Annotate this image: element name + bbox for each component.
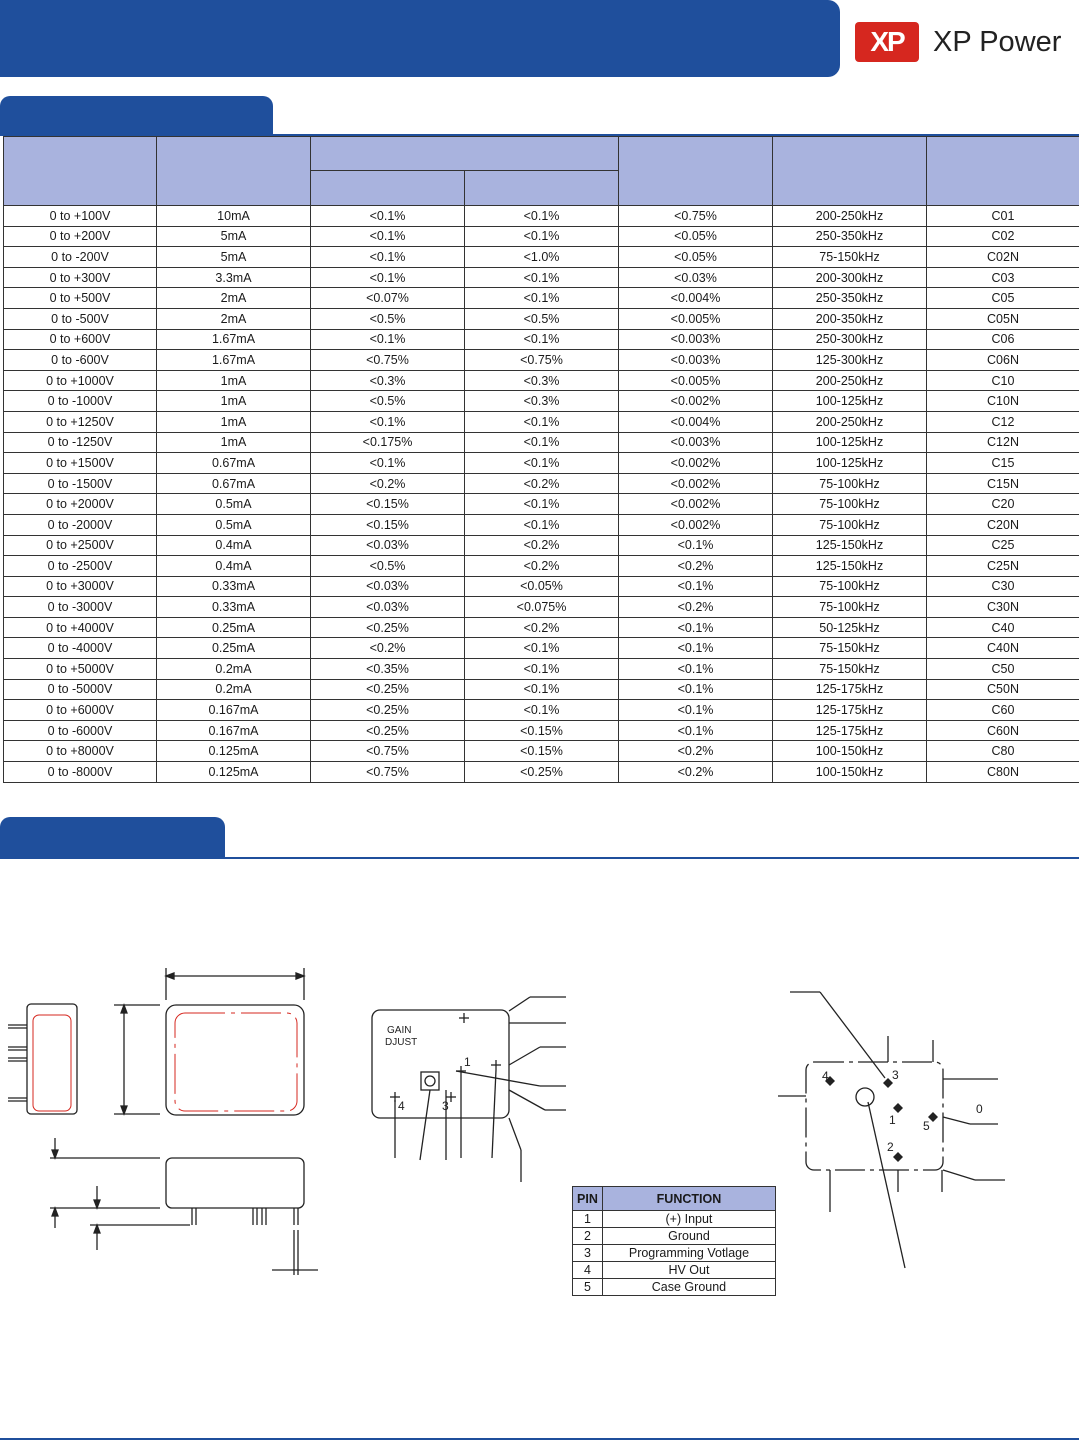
table-cell: <0.1% — [465, 329, 619, 350]
table-cell: <0.03% — [619, 267, 773, 288]
table-cell: 0 to -500V — [4, 308, 157, 329]
table-cell: 0.5mA — [157, 494, 311, 515]
table-cell: 0 to +500V — [4, 288, 157, 309]
table-cell: <0.1% — [465, 288, 619, 309]
table-cell: 75-150kHz — [773, 659, 927, 680]
table-cell: <0.1% — [311, 411, 465, 432]
table-cell: <0.1% — [311, 329, 465, 350]
table-row — [4, 762, 1079, 783]
table-cell: C05N — [927, 308, 1079, 329]
table-cell: <0.15% — [311, 494, 465, 515]
top-view-outline — [175, 1013, 297, 1111]
table-cell: <1.0% — [465, 247, 619, 268]
table-cell: 0 to +2000V — [4, 494, 157, 515]
table-row — [4, 473, 1079, 494]
table-cell: 0 to -200V — [4, 247, 157, 268]
table-cell: 0.67mA — [157, 453, 311, 474]
table-cell: <0.003% — [619, 329, 773, 350]
pin-2-marker — [893, 1152, 903, 1162]
xp-power-logo — [855, 22, 1061, 62]
table-cell: <0.003% — [619, 350, 773, 371]
table-row — [4, 267, 1079, 288]
table-cell: 200-250kHz — [773, 206, 927, 227]
table-cell: 0 to -6000V — [4, 720, 157, 741]
table-cell: <0.2% — [619, 741, 773, 762]
side-view-body — [27, 1004, 77, 1114]
table-cell: <0.5% — [465, 308, 619, 329]
table-cell: <0.15% — [465, 741, 619, 762]
table-cell: 0 to -4000V — [4, 638, 157, 659]
table-cell: C50 — [927, 659, 1079, 680]
table-cell: 75-150kHz — [773, 638, 927, 659]
table-cell: <0.75% — [619, 206, 773, 227]
table-cell: <0.03% — [311, 535, 465, 556]
pin-number: 5 — [573, 1279, 603, 1296]
table-cell: 75-100kHz — [773, 576, 927, 597]
table-cell: <0.75% — [465, 350, 619, 371]
right-zero-label: 0 — [976, 1102, 983, 1116]
table-cell: <0.2% — [465, 473, 619, 494]
table-cell: <0.15% — [311, 514, 465, 535]
table-cell: C50N — [927, 679, 1079, 700]
table-cell: 0 to -5000V — [4, 679, 157, 700]
top-banner — [0, 0, 840, 77]
table-cell: <0.002% — [619, 494, 773, 515]
table-cell: 2mA — [157, 288, 311, 309]
models-section-tab — [0, 96, 273, 136]
table-cell: <0.5% — [311, 391, 465, 412]
table-cell: 0 to +1000V — [4, 370, 157, 391]
table-cell: 0 to -8000V — [4, 762, 157, 783]
table-cell: <0.1% — [465, 432, 619, 453]
table-cell: 2mA — [157, 308, 311, 329]
table-cell: 0 to +1500V — [4, 453, 157, 474]
table-cell: <0.3% — [311, 370, 465, 391]
table-cell: <0.05% — [619, 226, 773, 247]
table-cell: 125-175kHz — [773, 700, 927, 721]
table-cell: C80N — [927, 762, 1079, 783]
table-cell: <0.1% — [311, 453, 465, 474]
function-header: FUNCTION — [602, 1187, 775, 1211]
table-cell: C06 — [927, 329, 1079, 350]
table-cell: 100-150kHz — [773, 762, 927, 783]
table-cell: C40N — [927, 638, 1079, 659]
gain-label-1: GAIN — [387, 1025, 412, 1036]
table-cell: 125-175kHz — [773, 679, 927, 700]
table-cell: <0.35% — [311, 659, 465, 680]
table-cell: 125-150kHz — [773, 556, 927, 577]
table-cell: 1mA — [157, 391, 311, 412]
table-cell: 0 to +300V — [4, 267, 157, 288]
pin-function: Case Ground — [602, 1279, 775, 1296]
table-cell: <0.03% — [311, 597, 465, 618]
table-cell: C06N — [927, 350, 1079, 371]
table-cell: 0.33mA — [157, 576, 311, 597]
header-cell — [311, 171, 465, 206]
table-cell: 200-250kHz — [773, 411, 927, 432]
right-pin-3-label: 3 — [892, 1068, 899, 1082]
table-cell: <0.005% — [619, 370, 773, 391]
table-cell: <0.75% — [311, 741, 465, 762]
pin-number: 3 — [573, 1245, 603, 1262]
table-cell: <0.005% — [619, 308, 773, 329]
pin-header: PIN — [573, 1187, 603, 1211]
table-cell: <0.1% — [465, 267, 619, 288]
table-cell: <0.25% — [465, 762, 619, 783]
table-cell: C02N — [927, 247, 1079, 268]
table-cell: 250-350kHz — [773, 226, 927, 247]
table-cell: 75-100kHz — [773, 473, 927, 494]
table-cell: C02 — [927, 226, 1079, 247]
table-cell: <0.1% — [311, 206, 465, 227]
pin-row — [573, 1262, 776, 1279]
models-table — [3, 136, 1079, 783]
table-cell: <0.1% — [465, 453, 619, 474]
table-cell: <0.003% — [619, 432, 773, 453]
table-row — [4, 514, 1079, 535]
table-row — [4, 206, 1079, 227]
table-cell: 0 to +6000V — [4, 700, 157, 721]
table-cell: <0.3% — [465, 370, 619, 391]
table-cell: <0.1% — [311, 226, 465, 247]
table-row — [4, 453, 1079, 474]
pin-function: Programming Votlage — [602, 1245, 775, 1262]
table-cell: <0.002% — [619, 514, 773, 535]
front-view-body — [166, 1158, 304, 1208]
table-cell: <0.1% — [465, 206, 619, 227]
table-cell: 0 to +1250V — [4, 411, 157, 432]
table-cell: C20 — [927, 494, 1079, 515]
table-cell: <0.1% — [465, 226, 619, 247]
table-cell: C60N — [927, 720, 1079, 741]
table-cell: 1.67mA — [157, 329, 311, 350]
table-cell: C10 — [927, 370, 1079, 391]
table-cell: 125-300kHz — [773, 350, 927, 371]
table-cell: <0.1% — [619, 700, 773, 721]
table-cell: C03 — [927, 267, 1079, 288]
table-cell: <0.3% — [465, 391, 619, 412]
table-cell: <0.1% — [311, 267, 465, 288]
table-cell: C12N — [927, 432, 1079, 453]
right-pin-5-label: 5 — [923, 1119, 930, 1133]
table-row — [4, 617, 1079, 638]
header-cell — [465, 171, 619, 206]
table-cell: 0.67mA — [157, 473, 311, 494]
table-cell: 0.33mA — [157, 597, 311, 618]
table-cell: 100-125kHz — [773, 453, 927, 474]
table-cell: 1.67mA — [157, 350, 311, 371]
table-cell: 3.3mA — [157, 267, 311, 288]
table-cell: <0.1% — [311, 247, 465, 268]
table-cell: <0.05% — [619, 247, 773, 268]
table-cell: 0.25mA — [157, 617, 311, 638]
table-cell: <0.03% — [311, 576, 465, 597]
table-cell: 0.125mA — [157, 741, 311, 762]
table-cell: <0.15% — [465, 720, 619, 741]
table-row — [4, 700, 1079, 721]
table-cell: 0 to -1250V — [4, 432, 157, 453]
table-cell: C60 — [927, 700, 1079, 721]
table-cell: <0.1% — [465, 514, 619, 535]
pin-row — [573, 1245, 776, 1262]
table-cell: 0 to +2500V — [4, 535, 157, 556]
table-cell: 0 to -3000V — [4, 597, 157, 618]
table-row — [4, 597, 1079, 618]
table-cell: 75-100kHz — [773, 597, 927, 618]
table-cell: C25 — [927, 535, 1079, 556]
gain-label-2: DJUST — [385, 1037, 418, 1048]
table-cell: <0.1% — [465, 411, 619, 432]
table-cell: <0.1% — [465, 679, 619, 700]
table-cell: <0.2% — [619, 762, 773, 783]
table-cell: 100-125kHz — [773, 432, 927, 453]
table-cell: C30N — [927, 597, 1079, 618]
pin-function: HV Out — [602, 1262, 775, 1279]
side-view-outline — [33, 1015, 71, 1111]
table-cell: 250-300kHz — [773, 329, 927, 350]
table-cell: <0.2% — [311, 638, 465, 659]
table-cell: 10mA — [157, 206, 311, 227]
table-cell: <0.25% — [311, 700, 465, 721]
table-cell: 1mA — [157, 370, 311, 391]
table-cell: <0.25% — [311, 617, 465, 638]
table-cell: C80 — [927, 741, 1079, 762]
table-cell: <0.1% — [619, 679, 773, 700]
table-cell: 0 to -600V — [4, 350, 157, 371]
header-cell — [4, 137, 157, 206]
table-cell: <0.1% — [619, 638, 773, 659]
table-cell: 0.167mA — [157, 700, 311, 721]
table-cell: C12 — [927, 411, 1079, 432]
right-pin-2-label: 2 — [887, 1140, 894, 1154]
table-row — [4, 288, 1079, 309]
table-cell: <0.2% — [619, 556, 773, 577]
mid-pin-3-label: 3 — [442, 1099, 449, 1113]
table-cell: <0.1% — [465, 700, 619, 721]
table-row — [4, 494, 1079, 515]
table-cell: 0.4mA — [157, 535, 311, 556]
pin-number: 4 — [573, 1262, 603, 1279]
table-cell: <0.75% — [311, 762, 465, 783]
table-row — [4, 659, 1079, 680]
table-cell: <0.2% — [465, 535, 619, 556]
table-cell: 200-350kHz — [773, 308, 927, 329]
table-cell: <0.004% — [619, 411, 773, 432]
table-cell: C15N — [927, 473, 1079, 494]
table-cell: <0.75% — [311, 350, 465, 371]
header-cell — [157, 137, 311, 206]
pin-1-marker — [893, 1103, 903, 1113]
table-cell: 0 to +5000V — [4, 659, 157, 680]
table-cell: <0.1% — [465, 638, 619, 659]
pin-row — [573, 1279, 776, 1296]
table-cell: 100-125kHz — [773, 391, 927, 412]
table-cell: 0 to +4000V — [4, 617, 157, 638]
pin-function: Ground — [602, 1228, 775, 1245]
table-cell: 75-150kHz — [773, 247, 927, 268]
table-row — [4, 247, 1079, 268]
table-cell: <0.5% — [311, 308, 465, 329]
table-cell: <0.075% — [465, 597, 619, 618]
table-cell: 5mA — [157, 226, 311, 247]
table-cell: <0.1% — [619, 576, 773, 597]
table-cell: C30 — [927, 576, 1079, 597]
table-cell: C10N — [927, 391, 1079, 412]
pin-row — [573, 1211, 776, 1228]
table-row — [4, 411, 1079, 432]
mechanical-drawing — [0, 860, 1079, 1420]
table-cell: 0 to +100V — [4, 206, 157, 227]
table-cell: 0.125mA — [157, 762, 311, 783]
table-cell: 0 to -2500V — [4, 556, 157, 577]
table-row — [4, 720, 1079, 741]
table-cell: 0.167mA — [157, 720, 311, 741]
table-cell: 0.4mA — [157, 556, 311, 577]
footer-rule — [0, 1438, 1079, 1440]
table-cell: 125-175kHz — [773, 720, 927, 741]
header-cell — [311, 137, 619, 171]
table-cell: <0.07% — [311, 288, 465, 309]
table-cell: C40 — [927, 617, 1079, 638]
table-cell: 200-250kHz — [773, 370, 927, 391]
table-row — [4, 370, 1079, 391]
right-pin-4-label: 4 — [822, 1069, 829, 1083]
table-cell: <0.2% — [465, 617, 619, 638]
table-cell: <0.1% — [465, 494, 619, 515]
table-cell: <0.2% — [619, 597, 773, 618]
table-cell: 0.5mA — [157, 514, 311, 535]
table-cell: <0.002% — [619, 391, 773, 412]
table-cell: C20N — [927, 514, 1079, 535]
table-cell: <0.175% — [311, 432, 465, 453]
table-cell: 0 to -1500V — [4, 473, 157, 494]
table-cell: 75-100kHz — [773, 514, 927, 535]
table-cell: 0.2mA — [157, 659, 311, 680]
top-view-body — [166, 1005, 304, 1115]
table-row — [4, 576, 1079, 597]
table-cell: 100-150kHz — [773, 741, 927, 762]
table-row — [4, 638, 1079, 659]
table-cell: <0.1% — [619, 617, 773, 638]
table-row — [4, 741, 1079, 762]
table-cell: 1mA — [157, 432, 311, 453]
table-cell: <0.25% — [311, 679, 465, 700]
pin-number: 2 — [573, 1228, 603, 1245]
header-cell — [619, 137, 773, 206]
right-pin-1-label: 1 — [889, 1113, 896, 1127]
table-cell: <0.2% — [465, 556, 619, 577]
table-row — [4, 350, 1079, 371]
pin-row — [573, 1228, 776, 1245]
table-row — [4, 329, 1079, 350]
table-cell: 75-100kHz — [773, 494, 927, 515]
table-cell: 0 to +200V — [4, 226, 157, 247]
table-cell: C25N — [927, 556, 1079, 577]
pin-function: (+) Input — [602, 1211, 775, 1228]
outline-section-rule — [0, 857, 1079, 859]
pin-number: 1 — [573, 1211, 603, 1228]
table-cell: <0.1% — [619, 659, 773, 680]
table-cell: 0 to +8000V — [4, 741, 157, 762]
table-cell: <0.002% — [619, 453, 773, 474]
table-cell: <0.1% — [465, 659, 619, 680]
table-row — [4, 391, 1079, 412]
table-cell: 0.25mA — [157, 638, 311, 659]
table-cell: <0.1% — [619, 720, 773, 741]
table-cell: <0.004% — [619, 288, 773, 309]
table-cell: <0.2% — [311, 473, 465, 494]
table-row — [4, 556, 1079, 577]
table-cell: 0.2mA — [157, 679, 311, 700]
table-cell: <0.1% — [619, 535, 773, 556]
xp-logo-mark: XP — [855, 22, 919, 62]
table-cell: 0 to -2000V — [4, 514, 157, 535]
table-cell: 0 to +600V — [4, 329, 157, 350]
pin-function-table — [572, 1186, 776, 1296]
table-cell: 5mA — [157, 247, 311, 268]
outline-section-tab — [0, 817, 225, 859]
table-cell: 0 to -1000V — [4, 391, 157, 412]
table-cell: 50-125kHz — [773, 617, 927, 638]
brand-name: XP Power — [933, 25, 1062, 58]
table-cell: <0.5% — [311, 556, 465, 577]
mid-pin-4-label: 4 — [398, 1099, 405, 1113]
header-cell — [773, 137, 927, 206]
table-cell: 125-150kHz — [773, 535, 927, 556]
table-cell: C15 — [927, 453, 1079, 474]
table-cell: 250-350kHz — [773, 288, 927, 309]
table-cell: <0.05% — [465, 576, 619, 597]
table-row — [4, 432, 1079, 453]
header-cell — [927, 137, 1079, 206]
table-cell: 0 to +3000V — [4, 576, 157, 597]
mid-pin-1-label: 1 — [464, 1055, 471, 1069]
table-cell: 200-300kHz — [773, 267, 927, 288]
table-row — [4, 535, 1079, 556]
table-row — [4, 679, 1079, 700]
table-cell: <0.25% — [311, 720, 465, 741]
table-cell: 1mA — [157, 411, 311, 432]
gain-adjust-pot — [421, 1072, 439, 1090]
table-cell: C05 — [927, 288, 1079, 309]
table-row — [4, 308, 1079, 329]
table-row — [4, 226, 1079, 247]
table-cell: C01 — [927, 206, 1079, 227]
table-cell: <0.002% — [619, 473, 773, 494]
